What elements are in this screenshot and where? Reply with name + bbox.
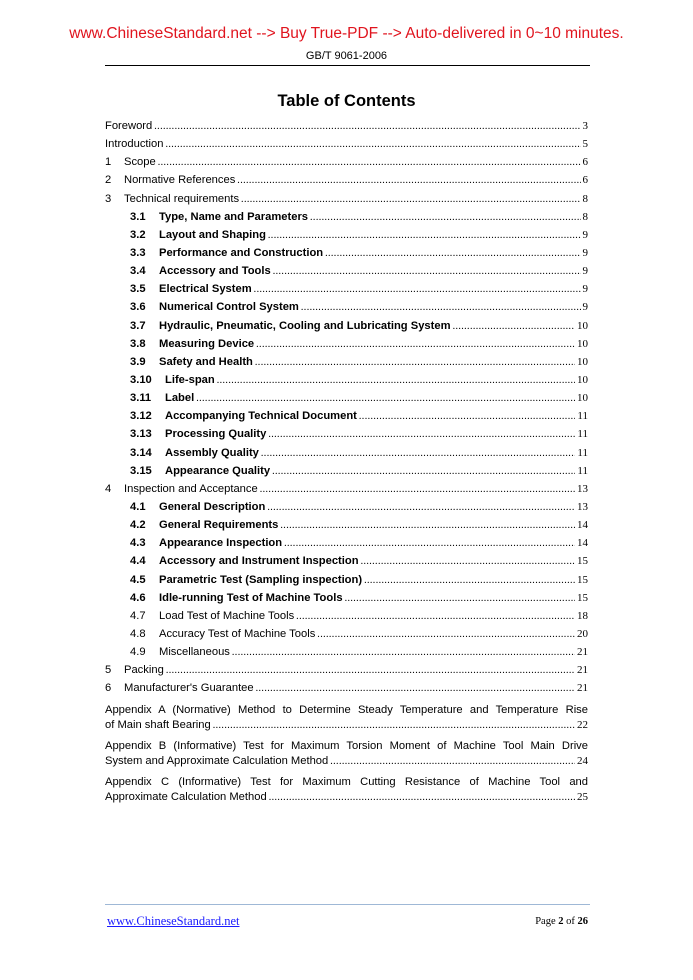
standard-code: GB/T 9061-2006	[305, 50, 388, 62]
toc-entry-number: 3.7	[130, 319, 146, 332]
toc-entry[interactable]	[105, 174, 588, 192]
appendix-title-line1: Appendix B (Informative) Test for Maximum Torsion Moment of Machine Tool Main Drive	[105, 739, 588, 752]
toc-entry-page: 6	[582, 174, 588, 187]
toc-entry-page: 11	[577, 428, 588, 441]
toc-leader	[256, 339, 575, 350]
toc-entry-number: 3.6	[130, 301, 146, 314]
toc-entry-title: General Description	[159, 500, 266, 513]
toc-leader	[359, 411, 576, 422]
toc-entry-page: 25	[577, 791, 588, 804]
toc-entry-number: 4.6	[130, 591, 146, 604]
toc-entry-page: 13	[577, 500, 588, 513]
toc-entry-page: 9	[582, 246, 588, 259]
toc-entry-number: 4.8	[130, 627, 146, 640]
toc-entry-page: 21	[577, 664, 588, 677]
toc-entry-number: 5	[105, 664, 112, 677]
toc-entry-page: 10	[577, 392, 588, 405]
toc-entry-title: Type, Name and Parameters	[159, 210, 309, 223]
toc-entry[interactable]	[105, 392, 588, 410]
toc-entry-number: 3.13	[130, 428, 152, 441]
toc-entry-title: Idle-running Test of Machine Tools	[159, 591, 343, 604]
toc-entry-page: 21	[577, 646, 588, 659]
toc-entry[interactable]	[105, 501, 588, 519]
footer-divider	[105, 904, 590, 905]
toc-entry-number: 3	[105, 192, 112, 205]
page-current: 2	[558, 916, 564, 927]
toc-leader	[330, 756, 575, 767]
toc-entry-page: 9	[582, 228, 588, 241]
toc-entry-number: 3.5	[130, 283, 146, 296]
toc-entry-title: Packing	[124, 664, 164, 677]
toc-appendix-b[interactable]	[105, 737, 588, 773]
appendix-title-line1: Appendix A (Normative) Method to Determine Steady Temperature and Temperature Rise	[105, 703, 588, 716]
toc-leader	[255, 357, 575, 368]
toc-leader	[158, 157, 581, 168]
toc-entry	[105, 791, 588, 809]
toc-entry-title: General Requirements	[159, 519, 279, 532]
toc-entry-page: 8	[582, 192, 588, 205]
toc-entry-number: 3.8	[130, 337, 146, 350]
appendix-title-line2: System and Approximate Calculation Method	[105, 754, 329, 767]
toc-entry	[105, 755, 588, 773]
toc-leader	[325, 248, 580, 259]
toc-entry-page: 3	[582, 120, 588, 132]
toc-entry-page: 22	[577, 718, 588, 731]
toc-entry[interactable]	[105, 610, 588, 628]
toc-entry[interactable]	[105, 682, 588, 700]
toc-entry-number: 4.7	[130, 609, 146, 622]
toc-entry-title: Numerical Control System	[159, 301, 299, 314]
toc-leader	[296, 611, 575, 622]
toc-entry-page: 10	[577, 319, 588, 332]
page-title: Table of Contents	[277, 92, 416, 110]
toc-leader	[272, 466, 575, 477]
toc-entry[interactable]	[105, 374, 588, 392]
toc-entry[interactable]	[105, 120, 588, 138]
toc-entry-title: Load Test of Machine Tools	[159, 609, 295, 622]
toc-entry[interactable]	[105, 320, 588, 338]
toc-entry-number: 4.5	[130, 573, 146, 586]
toc-entry-title: Normative References	[124, 174, 236, 187]
toc-entry-number: 4.2	[130, 519, 146, 532]
toc-entry-title: Miscellaneous	[159, 646, 230, 659]
toc-entry-number: 3.11	[130, 392, 152, 405]
footer-site-link[interactable]: www.ChineseStandard.net	[107, 914, 240, 928]
toc-leader	[280, 520, 575, 531]
toc-entry-title: Accuracy Test of Machine Tools	[159, 627, 316, 640]
toc-entry[interactable]	[105, 211, 588, 229]
toc-leader	[196, 393, 575, 404]
toc-leader	[232, 647, 575, 658]
toc-entry[interactable]	[105, 592, 588, 610]
toc-entry-page: 15	[577, 573, 588, 586]
toc-entry-page: 9	[582, 283, 588, 296]
toc-leader	[364, 575, 575, 586]
toc-entry-page: 5	[582, 138, 588, 151]
toc-entry-title: Parametric Test (Sampling inspection)	[159, 573, 363, 586]
toc-entry-number: 3.3	[130, 246, 146, 259]
toc-entry-title: Appearance Quality	[165, 464, 271, 477]
toc-entry[interactable]	[105, 138, 588, 156]
appendix-title-line1: Appendix C (Informative) Test for Maximum Cutting Resistance of Machine Tool and	[105, 776, 588, 789]
toc-entry-title: Performance and Construction	[159, 246, 324, 259]
toc-entry-number: 3.1	[130, 210, 146, 223]
toc-entry-page: 9	[582, 301, 588, 314]
page-word: Page	[535, 916, 556, 927]
toc-leader	[166, 665, 575, 676]
toc-entry-title: Hydraulic, Pneumatic, Cooling and Lubricating System	[159, 319, 451, 332]
toc-leader	[237, 175, 580, 186]
toc-entry-title: Assembly Quality	[165, 446, 259, 459]
toc-entry[interactable]	[105, 574, 588, 592]
toc-leader	[241, 194, 580, 205]
toc-entry-page: 15	[577, 555, 588, 568]
toc-leader	[453, 321, 575, 332]
toc-entry-page: 10	[577, 355, 588, 368]
toc-entry-page: 15	[577, 591, 588, 604]
toc-leader	[217, 375, 575, 386]
toc-entry-number: 3.14	[130, 446, 152, 459]
toc-entry-number: 4.3	[130, 537, 146, 550]
toc-entry-page: 18	[577, 609, 588, 622]
toc-entry-number: 3.2	[130, 228, 146, 241]
page-indicator	[500, 916, 588, 927]
toc-leader	[154, 121, 580, 132]
toc-entry[interactable]	[105, 193, 588, 211]
toc-entry[interactable]	[105, 283, 588, 301]
toc-entry[interactable]	[105, 301, 588, 319]
toc-entry-number: 1	[105, 156, 112, 169]
toc-entry[interactable]	[105, 447, 588, 465]
toc-entry[interactable]	[105, 156, 588, 174]
toc-entry[interactable]	[105, 338, 588, 356]
toc-entry-number: 3.12	[130, 410, 152, 423]
toc-entry	[105, 719, 588, 737]
toc-entry-number: 4.1	[130, 500, 146, 513]
toc-leader	[345, 593, 575, 604]
toc-entry[interactable]	[105, 410, 588, 428]
toc-leader	[260, 484, 575, 495]
toc-entry[interactable]	[105, 356, 588, 374]
toc-entry-page: 11	[577, 446, 588, 459]
toc-leader	[361, 556, 575, 567]
toc-leader	[310, 212, 580, 223]
toc-entry-page: 11	[577, 464, 588, 477]
toc-entry-title: Layout and Shaping	[159, 228, 266, 241]
toc-entry-number: 4.9	[130, 646, 146, 659]
table-of-contents	[105, 120, 588, 809]
toc-entry-page: 6	[582, 156, 588, 169]
toc-entry-page: 21	[577, 682, 588, 695]
toc-leader	[269, 792, 575, 803]
toc-leader	[268, 429, 575, 440]
toc-entry-title: Scope	[124, 156, 156, 169]
toc-entry-page: 8	[582, 210, 588, 223]
toc-entry-title: Inspection and Acceptance	[124, 482, 258, 495]
toc-entry-number: 2	[105, 174, 112, 187]
toc-entry-title: Accompanying Technical Document	[165, 410, 357, 423]
toc-entry-page: 10	[577, 337, 588, 350]
toc-entry-title: Electrical System	[159, 283, 252, 296]
appendix-title-line2: Approximate Calculation Method	[105, 791, 267, 804]
toc-entry-title: Technical requirements	[124, 192, 240, 205]
toc-entry[interactable]	[105, 465, 588, 483]
toc-leader	[165, 139, 580, 150]
promo-banner-link[interactable]: www.ChineseStandard.net --> Buy True-PDF --> Auto-delivered in 0~10 minutes.	[69, 25, 624, 42]
toc-appendix-c[interactable]	[105, 773, 588, 809]
toc-entry[interactable]	[105, 428, 588, 446]
toc-entry[interactable]	[105, 519, 588, 537]
toc-entry-page: 14	[577, 537, 588, 550]
toc-entry-page: 13	[577, 482, 588, 495]
toc-entry[interactable]	[105, 229, 588, 247]
toc-entry-title: Life-span	[165, 373, 215, 386]
appendix-title-line2: of Main shaft Bearing	[105, 718, 211, 731]
toc-entry[interactable]	[105, 537, 588, 555]
toc-entry-number: 3.9	[130, 355, 146, 368]
toc-entry-page: 20	[577, 627, 588, 640]
toc-entry-page: 9	[582, 265, 588, 278]
toc-entry-title: Appearance Inspection	[159, 537, 283, 550]
toc-entry-title: Measuring Device	[159, 337, 255, 350]
toc-entry[interactable]	[105, 555, 588, 573]
toc-leader	[256, 683, 575, 694]
toc-entry[interactable]	[105, 265, 588, 283]
header-divider	[105, 65, 590, 66]
toc-entry-title: Accessory and Tools	[159, 265, 271, 278]
toc-entry-title: Introduction	[105, 138, 164, 151]
toc-leader	[213, 720, 575, 731]
toc-entry[interactable]	[105, 483, 588, 501]
toc-entry-number: 6	[105, 682, 112, 695]
page-of: of	[566, 916, 575, 927]
toc-leader	[301, 302, 581, 313]
toc-entry[interactable]	[105, 247, 588, 265]
toc-entry-page: 14	[577, 519, 588, 532]
toc-entry-title: Safety and Health	[159, 355, 253, 368]
page-total: 26	[577, 916, 588, 927]
toc-leader	[284, 538, 575, 549]
toc-entry-number: 4.4	[130, 555, 146, 568]
toc-entry-title: Label	[165, 392, 195, 405]
toc-entry[interactable]	[105, 646, 588, 664]
toc-entry-title: Manufacturer's Guarantee	[124, 682, 254, 695]
toc-entry-title: Processing Quality	[165, 428, 267, 441]
toc-entry-page: 11	[577, 410, 588, 423]
toc-entry-title: Foreword	[105, 120, 153, 132]
toc-entry-number: 3.10	[130, 373, 152, 386]
toc-entry-number: 3.15	[130, 464, 152, 477]
toc-entry[interactable]	[105, 628, 588, 646]
toc-leader	[268, 230, 581, 241]
toc-entry[interactable]	[105, 664, 588, 682]
toc-appendix-a[interactable]	[105, 701, 588, 737]
toc-leader	[267, 502, 575, 513]
toc-leader	[317, 629, 575, 640]
toc-entry-page: 10	[577, 373, 588, 386]
toc-entry-page: 24	[577, 754, 588, 767]
toc-leader	[261, 448, 576, 459]
toc-leader	[254, 284, 581, 295]
toc-leader	[273, 266, 581, 277]
toc-entry-number: 3.4	[130, 265, 146, 278]
toc-entry-title: Accessory and Instrument Inspection	[159, 555, 359, 568]
toc-entry-number: 4	[105, 482, 112, 495]
